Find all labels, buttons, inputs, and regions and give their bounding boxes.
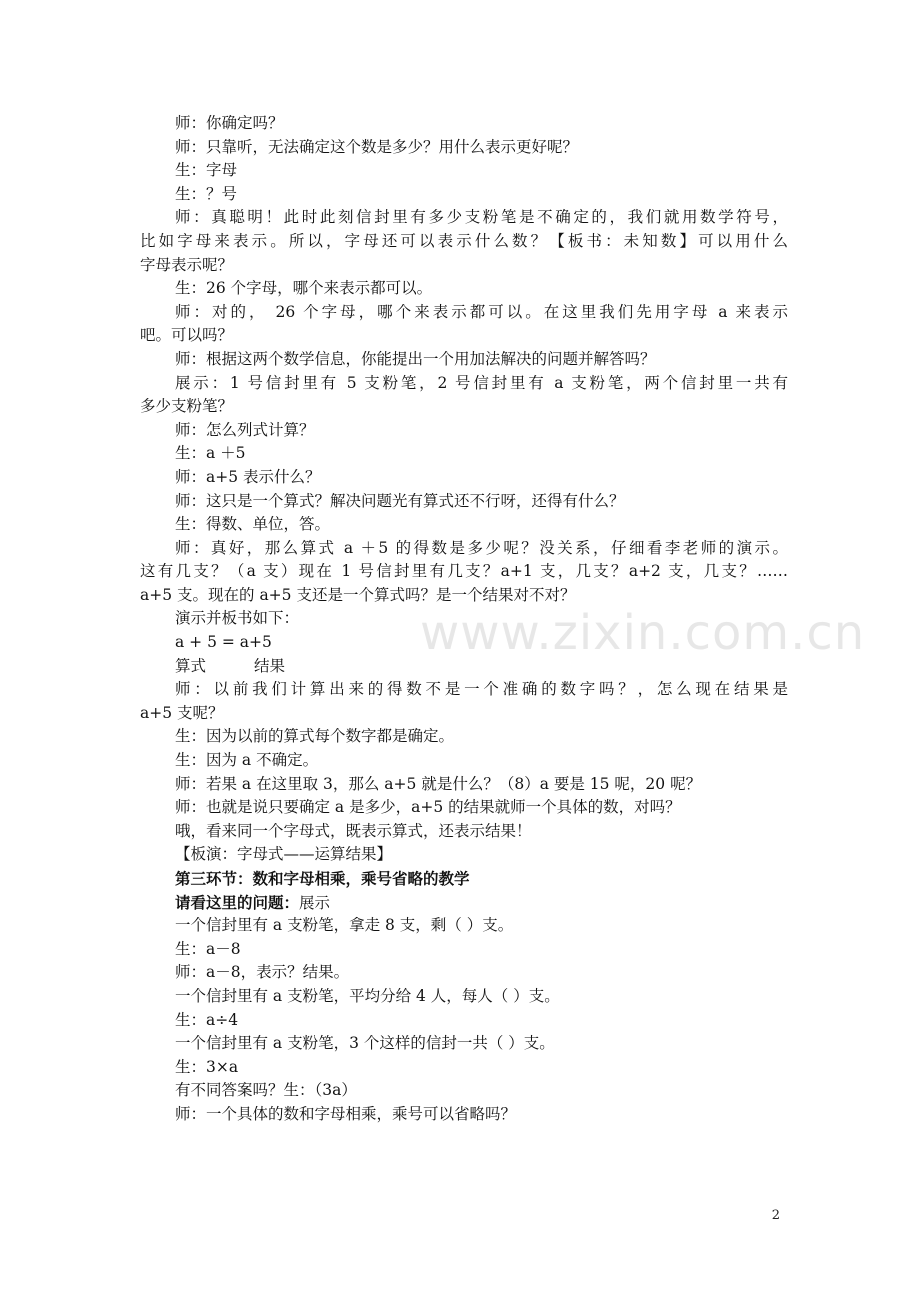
caption-result: 结果: [254, 656, 286, 675]
text-line: 师：一个具体的数和字母相乘，乘号可以省略吗？: [175, 1104, 517, 1123]
text-line: 一个信封里有 a 支粉笔，3 个这样的信封一共（ ）支。: [175, 1034, 555, 1053]
text-line: 师：对的， 26 个字母，哪个来表示都可以。在这里我们先用字母 a 来表示: [175, 302, 788, 321]
caption-expression: 算式: [175, 656, 207, 675]
section-heading: 第三环节：数和字母相乘，乘号省略的教学: [175, 869, 470, 888]
page-number: 2: [771, 1208, 780, 1223]
prompt-value: 展示: [299, 893, 331, 912]
text-line: 比如字母来表示。所以，字母还可以表示什么数？【板书：未知数】可以用什么: [140, 231, 788, 250]
text-line: 生：因为以前的算式每个数字都是确定。: [175, 727, 455, 746]
text-line: 生：字母: [175, 161, 238, 180]
text-line: 师：你确定吗？: [175, 114, 284, 132]
text-line: 生：a÷4: [175, 1010, 239, 1029]
text-line: 师：以前我们计算出来的得数不是一个准确的数字吗？，怎么现在结果是: [175, 680, 788, 699]
text-line: 演示并板书如下：: [175, 609, 300, 628]
prompt-label: 请看这里的问题：: [175, 892, 300, 912]
text-line: 师：也就是说只要确定 a 是多少，a+5 的结果就师一个具体的数，对吗？: [175, 798, 681, 817]
text-line: 这有几支？（a 支）现在 1 号信封里有几支？a+1 支，几支？a+2 支，几支？……: [140, 562, 788, 581]
text-line: 师：真聪明！此时此刻信封里有多少支粉笔是不确定的，我们就用数学符号，: [175, 208, 788, 227]
text-line: 字母表示呢？: [140, 255, 234, 274]
text-line: 生：26 个字母，哪个来表示都可以。: [175, 279, 433, 298]
text-line: 哦，看来同一个字母式，既表示算式，还表示结果！: [175, 821, 532, 840]
text-line: 师：怎么列式计算？: [175, 420, 315, 439]
text-line: 有不同答案吗？生：（3a）: [175, 1081, 357, 1100]
formula-line: a + 5 = a+5: [175, 633, 272, 652]
text-line: a+5 支。现在的 a+5 支还是一个算式吗？是一个结果对不对？: [140, 585, 576, 604]
text-line: 生：？号: [175, 184, 238, 203]
text-line: 【板演：字母式——运算结果】: [175, 845, 393, 864]
text-line: 师：只靠听，无法确定这个数是多少？用什么表示更好呢？: [175, 137, 579, 156]
text-line: 生：a－8: [175, 939, 241, 958]
text-line: 吧。可以吗？: [140, 326, 234, 345]
text-line: a+5 支呢？: [140, 703, 224, 722]
text-line: 一个信封里有 a 支粉笔，平均分给 4 人，每人（ ）支。: [175, 986, 560, 1005]
text-line: [140, 891, 788, 915]
watermark: www.zixin.com.cn: [420, 605, 866, 661]
text-line: 多少支粉笔？: [140, 397, 234, 416]
text-line: 师：真好，那么算式 a ＋5 的得数是多少呢？没关系，仔细看李老师的演示。: [175, 538, 788, 557]
text-line: 生：3×a: [175, 1057, 239, 1076]
text-line: 师：a－8，表示？结果。: [175, 963, 350, 982]
text-line: 生：因为 a 不确定。: [175, 751, 319, 770]
text-line: 展示：1 号信封里有 5 支粉笔，2 号信封里有 a 支粉笔，两个信封里一共有: [175, 373, 788, 392]
text-line: 生：得数、单位，答。: [175, 515, 331, 534]
text-line: 师：a+5 表示什么？: [175, 467, 321, 486]
text-line: 师：这只是一个算式？解决问题光有算式还不行呀，还得有什么？: [175, 491, 625, 510]
text-line: 师：根据这两个数学信息，你能提出一个用加法解决的问题并解答吗？: [175, 349, 656, 368]
text-line: 一个信封里有 a 支粉笔，拿走 8 支，剩（ ）支。: [175, 916, 514, 935]
text-line: 师：若果 a 在这里取 3，那么 a+5 就是什么？（8）a 要是 15 呢，20 呢？: [175, 774, 702, 793]
text-line: 生：a ＋5: [175, 444, 246, 463]
